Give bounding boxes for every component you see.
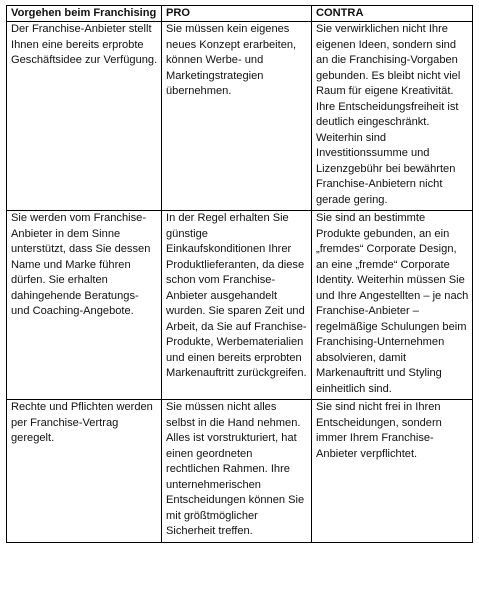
cell-contra: Sie verwirklichen nicht Ihre eigenen Ideen, sondern sind an die Franchising-Vorgaben gebunden. Es bleibt nicht viel Raum für eigene Kreativität. Ihre Entscheidungsfreiheit ist deutlich eingeschränkt. Weiterhin sind Investitionssumme und Lizenzgebühr bei bewährten Franchise-Anbietern nicht gerade gering. — [312, 22, 473, 211]
cell-pro: In der Regel erhalten Sie günstige Einkaufskonditionen Ihrer Produktlieferanten, da diese schon vom Franchise-Anbieter ausgehandelt wurden. Sie sparen Zeit und Arbeit, da Sie auf Franchise-Produkte, Werbematerialien und einen bereits erprobten Markenauftritt zurückgreifen. — [162, 211, 312, 400]
franchising-comparison-table — [6, 5, 473, 543]
column-header-pro: PRO — [162, 6, 312, 22]
table-header — [7, 6, 473, 22]
table-row — [7, 400, 473, 543]
header-row — [7, 6, 473, 22]
cell-pro: Sie müssen nicht alles selbst in die Hand nehmen. Alles ist vorstrukturiert, hat einen geordneten rechtlichen Rahmen. Ihre unternehmerischen Entscheidungen können Sie mit größtmöglicher Sicherheit treffen. — [162, 400, 312, 543]
cell-contra: Sie sind an bestimmte Produkte gebunden, an ein „fremdes“ Corporate Design, an eine „fremde“ Corporate Identity. Weiterhin müssen Sie und Ihre Angestellten – je nach Franchise-Anbieter – regelmäßige Schulungen beim Franchising-Unternehmen absolvieren, damit Markenauftritt und Styling einheitlich sind. — [312, 211, 473, 400]
table-row — [7, 211, 473, 400]
cell-contra: Sie sind nicht frei in Ihren Entscheidungen, sondern immer Ihrem Franchise-Anbieter verpflichtet. — [312, 400, 473, 543]
cell-approach: Sie werden vom Franchise-Anbieter in dem Sinne unterstützt, dass Sie dessen Name und Marke führen dürfen. Sie erhalten dahingehende Beratungs- und Coaching-Angebote. — [7, 211, 162, 400]
cell-approach: Der Franchise-Anbieter stellt Ihnen eine bereits erprobte Geschäftsidee zur Verfügung. — [7, 22, 162, 211]
cell-approach: Rechte und Pflichten werden per Franchise-Vertrag geregelt. — [7, 400, 162, 543]
table-row — [7, 22, 473, 211]
cell-pro: Sie müssen kein eigenes neues Konzept erarbeiten, können Werbe- und Marketingstrategien übernehmen. — [162, 22, 312, 211]
column-header-approach: Vorgehen beim Franchising — [7, 6, 162, 22]
column-header-contra: CONTRA — [312, 6, 473, 22]
table-body — [7, 22, 473, 543]
